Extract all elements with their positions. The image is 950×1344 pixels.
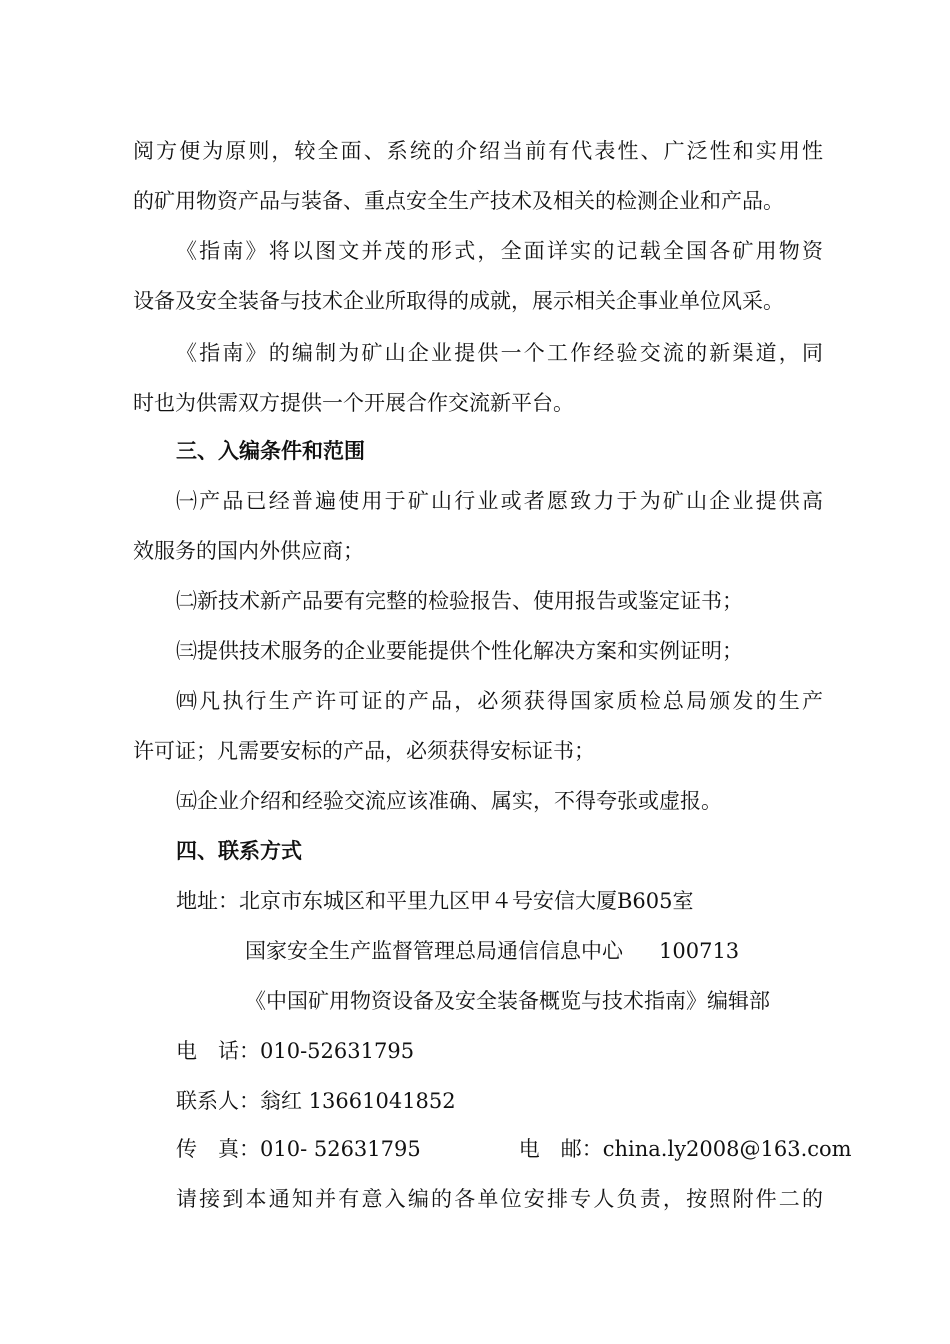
fax-number: 010- 52631795	[260, 1137, 421, 1161]
paragraph-line: 《指南》的编制为矿山企业提供一个工作经验交流的新渠道，同	[176, 341, 823, 365]
fax-label: 传 真：	[176, 1137, 260, 1161]
organization-name: 国家安全生产监督管理总局通信信息中心	[245, 939, 623, 963]
paragraph-line: 《指南》将以图文并茂的形式，全面详实的记载全国各矿用物资	[176, 239, 823, 263]
phone-line	[176, 1036, 823, 1066]
list-item-continuation: 许可证；凡需要安标的产品，必须获得安标证书；	[133, 739, 595, 763]
paragraph-line: 请接到本通知并有意入编的各单位安排专人负责，按照附件二的	[176, 1187, 823, 1211]
contact-label: 联系人：	[176, 1089, 260, 1113]
list-item: ㈤企业介绍和经验交流应该准确、属实，不得夸张或虚报。	[176, 789, 722, 813]
paragraph-line: 时也为供需双方提供一个开展合作交流新平台。	[133, 391, 574, 415]
list-item: ㈢提供技术服务的企业要能提供个性化解决方案和实例证明；	[176, 639, 743, 663]
contact-person: 翁红 13661041852	[260, 1089, 456, 1113]
section-heading: 三、入编条件和范围	[176, 438, 365, 463]
address-value: 北京市东城区和平里九区甲４号安信大厦B605室	[239, 889, 694, 913]
email-address: china.ly2008@163.com	[602, 1137, 852, 1161]
phone-number: 010-52631795	[260, 1039, 415, 1063]
organization-line	[245, 936, 823, 966]
section-heading: 四、联系方式	[176, 838, 302, 863]
phone-label: 电 话：	[176, 1039, 260, 1063]
email-label: 电 邮：	[518, 1137, 603, 1161]
contact-line	[176, 1086, 823, 1116]
paragraph-line: 设备及安全装备与技术企业所取得的成就，展示相关企事业单位风采。	[133, 289, 784, 313]
department-name: 《中国矿用物资设备及安全装备概览与技术指南》编辑部	[245, 989, 770, 1013]
paragraph-line: 阅方便为原则，较全面、系统的介绍当前有代表性、广泛性和实用性	[133, 139, 823, 163]
list-item: ㈣凡执行生产许可证的产品，必须获得国家质检总局颁发的生产	[176, 689, 823, 713]
paragraph-line: 的矿用物资产品与装备、重点安全生产技术及相关的检测企业和产品。	[133, 189, 784, 213]
list-item: ㈠产品已经普遍使用于矿山行业或者愿致力于为矿山企业提供高	[176, 489, 823, 513]
list-item: ㈡新技术新产品要有完整的检验报告、使用报告或鉴定证书；	[176, 589, 743, 613]
fax-email-line	[176, 1134, 852, 1164]
address-label: 地址：	[176, 889, 239, 913]
postcode: 100713	[659, 939, 740, 963]
address-line	[176, 886, 823, 916]
list-item-continuation: 效服务的国内外供应商；	[133, 539, 364, 563]
